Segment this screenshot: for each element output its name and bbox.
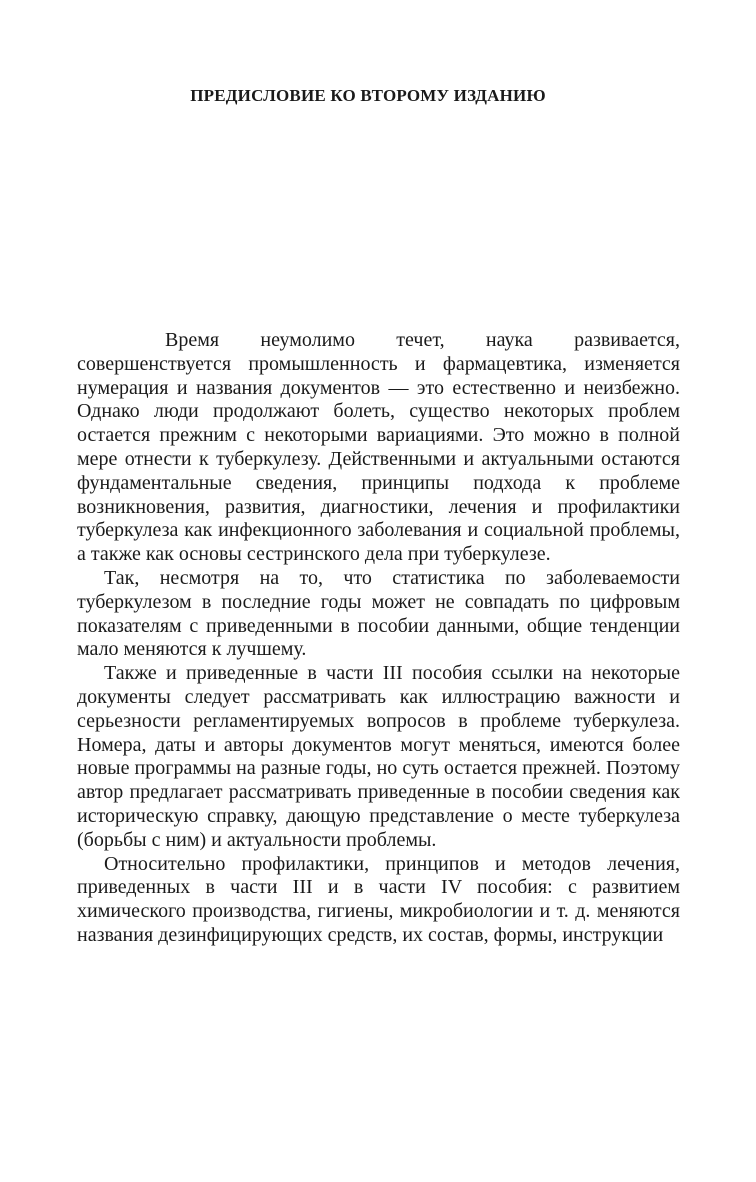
body-text <box>77 329 680 948</box>
paragraph-3: Также и приведенные в части III пособия ссылки на некоторые документы следует рассматривать как иллюстрацию важности и серьезности регламентируемых вопросов в проблеме туберкулеза. Номера, даты и авторы документов могут меняться, имеются более новые программы на разные годы, но суть остается прежней. Поэтому автор предлагает рассматривать приведенные в пособии сведения как историческую справку, дающую представление о месте туберкулеза (борьбы с ним) и актуальности проблемы. <box>77 662 680 851</box>
paragraph-4: Относительно профилактики, принципов и методов лечения, приведенных в части III и в части IV пособия: с развитием химического производства, гигиены, микробиологии и т. д. меняются названия дезинфицирующих средств, их состав, формы, инструкции <box>77 852 680 946</box>
paragraph-2: Так, несмотря на то, что статистика по заболеваемости туберкулезом в последние годы может не совпадать по цифровым показателям с приведенными в пособии данными, общие тенденции мало меняются к лучшему. <box>77 566 680 661</box>
paragraph-1: Время неумолимо течет, наука развивается, совершенствуется промышленность и фармацевтика, изменяется нумерация и названия документов — это естественно и неизбежно. Однако люди продолжают болеть, существо некоторых проблем остается прежним с некоторыми вариациями. Это можно в полной мере отнести к туберкулезу. Действенными и актуальными остаются фундаментальные сведения, принципы подхода к проблеме возникновения, развития, диагностики, лечения и профилактики туберкулеза как инфекционного заболевания и социальной проблемы, а также как основы сестринского дела при туберкулезе. <box>77 329 680 566</box>
page-title: ПРЕДИСЛОВИЕ КО ВТОРОМУ ИЗДАНИЮ <box>190 86 546 105</box>
